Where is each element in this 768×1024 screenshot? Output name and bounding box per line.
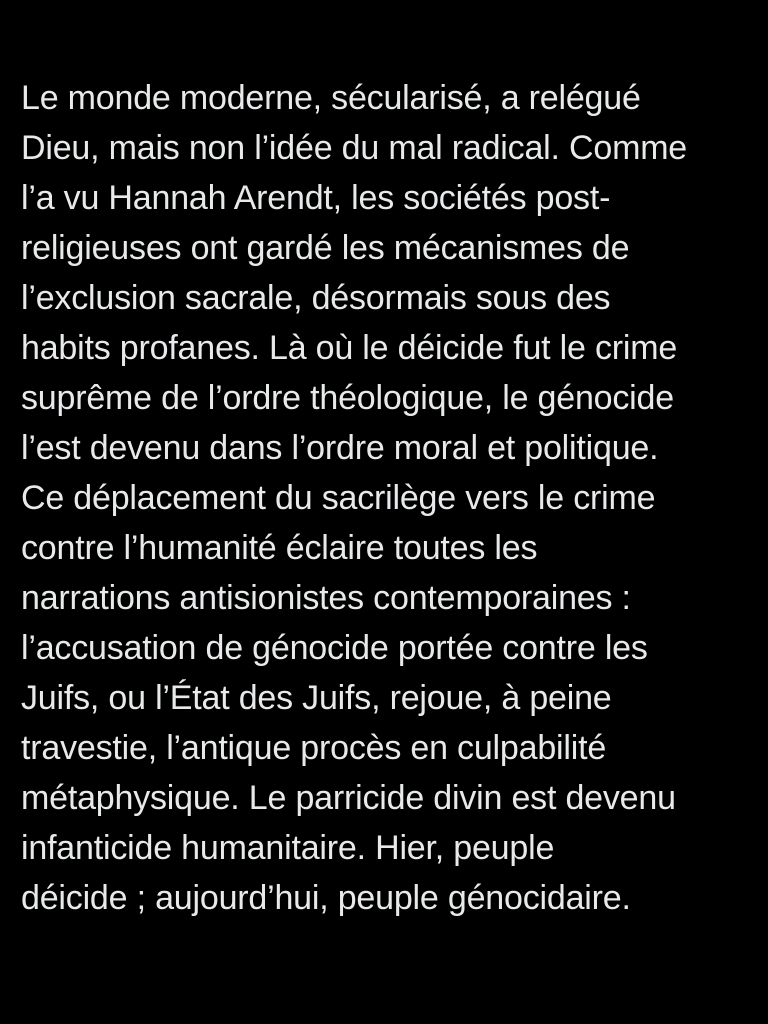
text-line: suprême de l’ordre théologique, le génocide bbox=[21, 379, 674, 417]
text-line: l’a vu Hannah Arendt, les sociétés post- bbox=[21, 179, 611, 217]
text-line: Le monde moderne, sécularisé, a relégué bbox=[21, 79, 641, 117]
text-line: religieuses ont gardé les mécanismes de bbox=[21, 229, 630, 267]
text-line: travestie, l’antique procès en culpabilité bbox=[21, 729, 607, 767]
text-line: l’est devenu dans l’ordre moral et politique. bbox=[21, 429, 659, 467]
text-line: Dieu, mais non l’idée du mal radical. Comme bbox=[21, 129, 688, 167]
text-line: l’exclusion sacrale, désormais sous des bbox=[21, 279, 611, 317]
text-line: métaphysique. Le parricide divin est devenu bbox=[21, 779, 676, 817]
text-line: infanticide humanitaire. Hier, peuple bbox=[21, 829, 555, 867]
text-line: l’accusation de génocide portée contre les bbox=[21, 629, 648, 667]
text-line: déicide ; aujourd’hui, peuple génocidaire. bbox=[21, 879, 631, 917]
text-line: Ce déplacement du sacrilège vers le crime bbox=[21, 479, 656, 517]
paragraph bbox=[21, 73, 758, 923]
text-line: habits profanes. Là où le déicide fut le crime bbox=[21, 329, 678, 367]
text-line: narrations antisionistes contemporaines : bbox=[21, 579, 631, 617]
text-line: contre l’humanité éclaire toutes les bbox=[21, 529, 538, 567]
text-line: Juifs, ou l’État des Juifs, rejoue, à peine bbox=[21, 679, 612, 717]
